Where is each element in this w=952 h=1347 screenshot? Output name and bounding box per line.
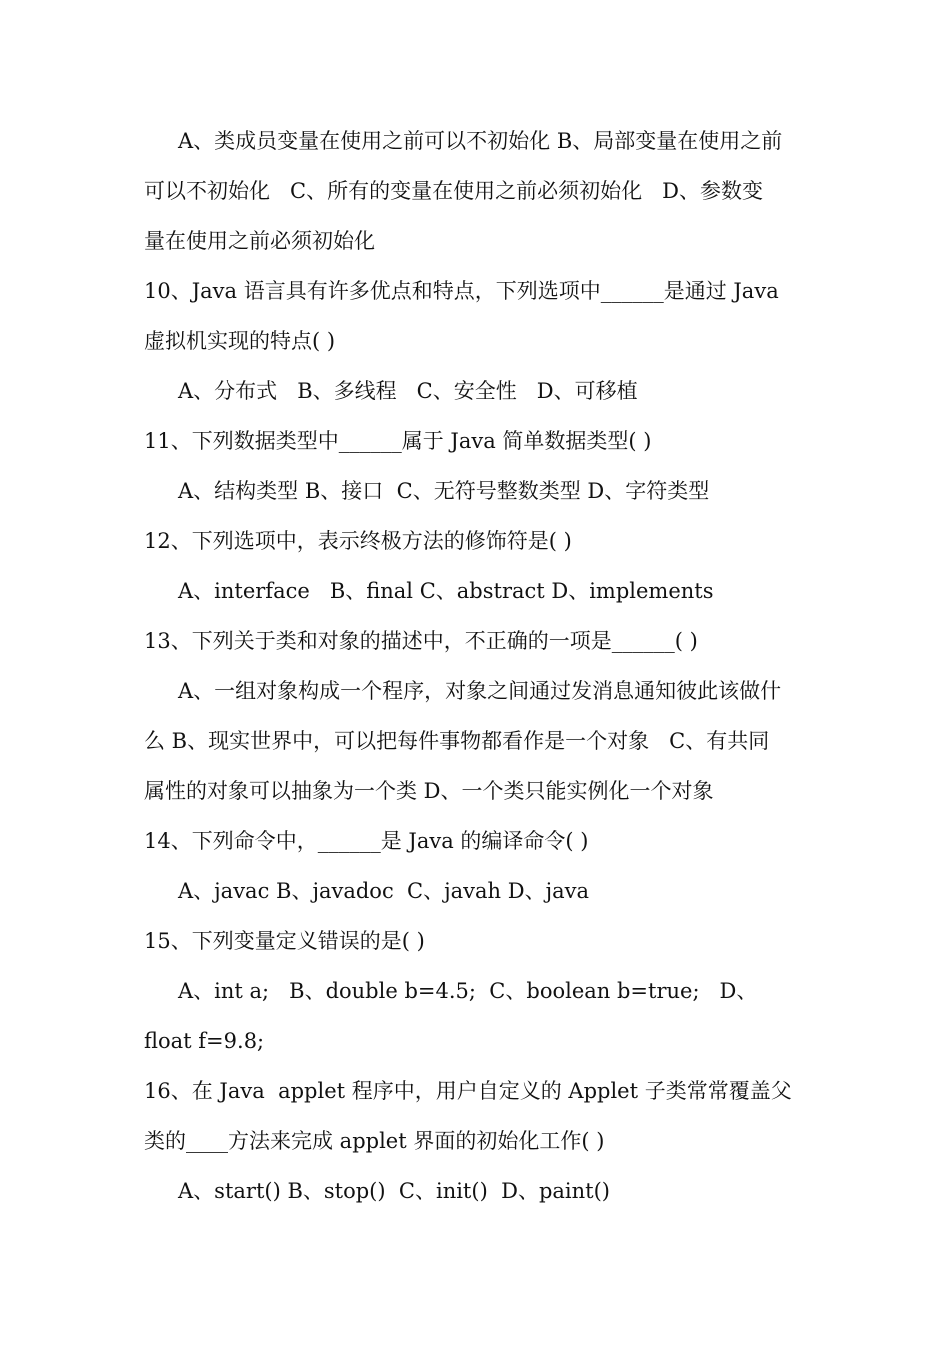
- text-line: 可以不初始化 C、所有的变量在使用之前必须初始化 D、参数变: [144, 179, 763, 203]
- options-14: A、javac B、javadoc C、javah D、java: [178, 879, 589, 903]
- question-15: 15、下列变量定义错误的是( ): [144, 929, 425, 953]
- text-line: 么 B、现实世界中，可以把每件事物都看作是一个对象 C、有共同: [144, 729, 770, 753]
- text-line: float f=9.8;: [144, 1029, 265, 1053]
- text-line: 量在使用之前必须初始化: [144, 229, 375, 253]
- question-12: 12、下列选项中，表示终极方法的修饰符是( ): [144, 529, 572, 553]
- text-line: 属性的对象可以抽象为一个类 D、一个类只能实例化一个对象: [144, 779, 714, 803]
- question-14: 14、下列命令中，______是 Java 的编译命令( ): [144, 829, 589, 853]
- question-16: 16、在 Java applet 程序中，用户自定义的 Applet 子类常常覆盖父: [144, 1079, 792, 1103]
- text-line: A、类成员变量在使用之前可以不初始化 B、局部变量在使用之前: [178, 129, 783, 153]
- question-10: 10、Java 语言具有许多优点和特点，下列选项中______是通过 Java: [144, 279, 779, 303]
- question-13: 13、下列关于类和对象的描述中，不正确的一项是______( ): [144, 629, 698, 653]
- options-11: A、结构类型 B、接口 C、无符号整数类型 D、字符类型: [178, 479, 710, 503]
- options-10: A、分布式 B、多线程 C、安全性 D、可移植: [178, 379, 638, 403]
- options-13: A、一组对象构成一个程序，对象之间通过发消息通知彼此该做什: [178, 679, 782, 703]
- options-12: A、interface B、final C、abstract D、implements: [178, 579, 714, 603]
- options-15: A、int a; B、double b=4.5; C、boolean b=true; D、: [178, 979, 758, 1003]
- question-11: 11、下列数据类型中______属于 Java 简单数据类型( ): [144, 429, 652, 453]
- text-line: 虚拟机实现的特点( ): [144, 329, 336, 353]
- text-line: 类的____方法来完成 applet 界面的初始化工作( ): [144, 1129, 605, 1153]
- options-16: A、start() B、stop() C、init() D、paint(): [178, 1179, 610, 1203]
